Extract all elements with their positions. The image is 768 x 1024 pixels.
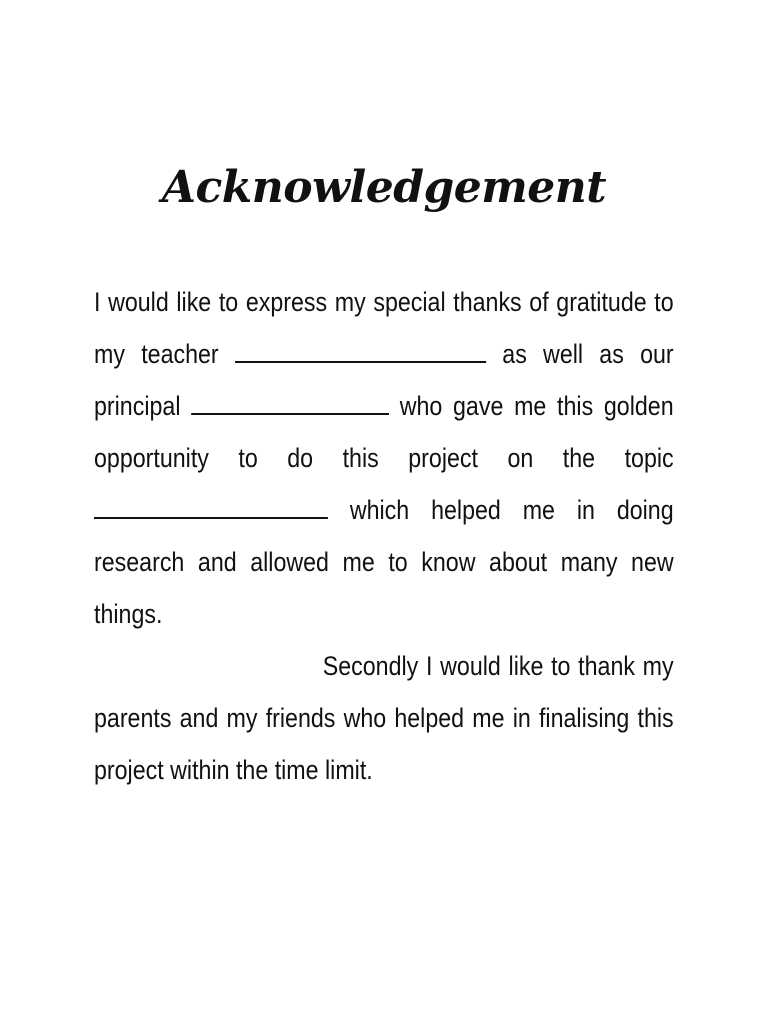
principal-name-blank	[191, 391, 389, 415]
paragraph-text-1: I would like to express my special thanks of gratitude to my teacher	[94, 287, 674, 369]
paragraph-gratitude	[94, 276, 674, 640]
paragraph-text-2: as well as our principal	[94, 339, 674, 421]
paragraph-text-3: who gave me this golden opportunity to do this project on the topic	[94, 391, 674, 473]
paragraph-thanks-parents: Secondly I would like to thank my parents and my friends who helped me in finalising this project within the time limit.	[94, 651, 674, 785]
project-topic-blank	[94, 495, 328, 519]
paragraph-text-4: which helped me in doing research and allowed me to know about many new things.	[94, 495, 674, 629]
teacher-name-blank	[235, 339, 486, 363]
page-title: Acknowledgement	[161, 162, 607, 213]
document-body	[94, 276, 674, 796]
